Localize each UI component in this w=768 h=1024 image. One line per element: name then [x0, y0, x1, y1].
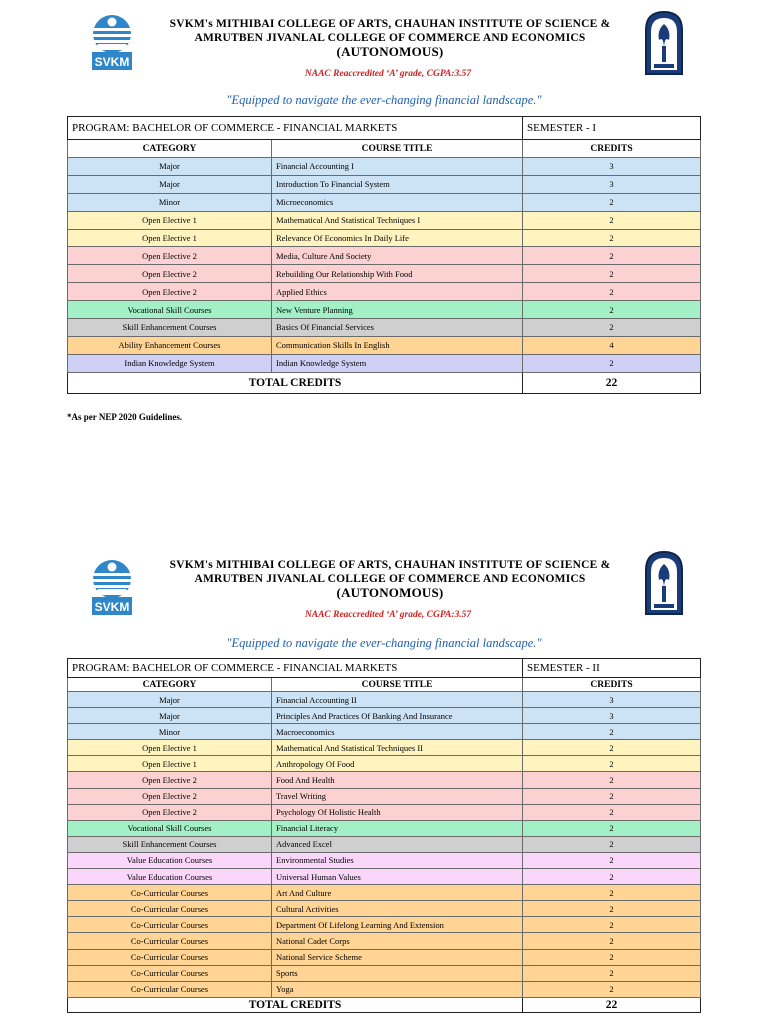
course-credits: 2: [523, 788, 701, 804]
semester-label: SEMESTER - I: [523, 117, 701, 140]
course-credits: 2: [523, 319, 701, 337]
naac-text: NAAC Reaccredited ‘A’ grade, CGPA:3.57: [304, 610, 472, 620]
semester-1-table: [67, 116, 701, 394]
course-credits: 2: [523, 917, 701, 933]
course-category: Open Elective 2: [68, 804, 272, 820]
total-row: [68, 372, 701, 393]
course-row: [68, 319, 701, 337]
column-header-credits: CREDITS: [523, 678, 701, 692]
course-title: Applied Ethics: [272, 283, 523, 301]
college-line-1: SVKM's MITHIBAI COLLEGE OF ARTS, CHAUHAN INSTITUTE OF SCIENCE &: [169, 18, 611, 30]
total-label: TOTAL CREDITS: [68, 997, 523, 1012]
course-category: Co-Curricular Courses: [68, 949, 272, 965]
course-title: Art And Culture: [272, 885, 523, 901]
course-credits: 2: [523, 965, 701, 981]
college-name: [140, 17, 640, 59]
college-crest-icon: [643, 550, 685, 616]
course-credits: 2: [523, 772, 701, 788]
course-title: Yoga: [272, 981, 523, 997]
svkm-logo-icon: [82, 12, 142, 72]
total-label: TOTAL CREDITS: [68, 372, 523, 393]
course-category: Co-Curricular Courses: [68, 885, 272, 901]
svkm-logo-icon: [82, 557, 142, 617]
course-category: Co-Curricular Courses: [68, 933, 272, 949]
course-row: [68, 885, 701, 901]
course-row: [68, 211, 701, 229]
course-row: [68, 724, 701, 740]
course-row: [68, 756, 701, 772]
course-credits: 2: [523, 820, 701, 836]
college-line-2: AMRUTBEN JIVANLAL COLLEGE OF COMMERCE AND ECONOMICS: [194, 573, 586, 585]
course-category: Minor: [68, 724, 272, 740]
course-row: [68, 917, 701, 933]
course-credits: 2: [523, 724, 701, 740]
college-line-3: (AUTONOMOUS): [336, 585, 444, 600]
course-category: Vocational Skill Courses: [68, 301, 272, 319]
course-credits: 3: [523, 708, 701, 724]
course-row: [68, 820, 701, 836]
course-credits: 2: [523, 265, 701, 283]
column-header-course: COURSE TITLE: [272, 678, 523, 692]
course-title: Advanced Excel: [272, 836, 523, 852]
column-header-category: CATEGORY: [68, 678, 272, 692]
course-title: Indian Knowledge System: [272, 354, 523, 372]
semester-2-rows: [68, 692, 701, 998]
nep-note: *As per NEP 2020 Guidelines.: [67, 412, 183, 422]
tagline: "Equipped to navigate the ever-changing financial landscape.": [226, 636, 542, 650]
semester-label: SEMESTER - II: [523, 659, 701, 678]
course-credits: 2: [523, 885, 701, 901]
course-row: [68, 788, 701, 804]
semester-2-table: [67, 658, 701, 1013]
course-credits: 2: [523, 354, 701, 372]
course-category: Value Education Courses: [68, 852, 272, 868]
course-credits: 2: [523, 247, 701, 265]
course-row: [68, 708, 701, 724]
course-title: Financial Literacy: [272, 820, 523, 836]
program-title: PROGRAM: BACHELOR OF COMMERCE - FINANCIAL MARKETS: [68, 117, 523, 140]
course-credits: 2: [523, 901, 701, 917]
course-credits: 2: [523, 193, 701, 211]
course-title: Mathematical And Statistical Techniques II: [272, 740, 523, 756]
course-title: Relevance Of Economics In Daily Life: [272, 229, 523, 247]
course-row: [68, 740, 701, 756]
logo-text: SVKM: [94, 55, 130, 69]
course-credits: 3: [523, 692, 701, 708]
course-category: Open Elective 2: [68, 772, 272, 788]
course-credits: 3: [523, 158, 701, 176]
semester-1-rows: [68, 158, 701, 373]
course-title: Environmental Studies: [272, 852, 523, 868]
program-row: [68, 117, 701, 140]
course-title: New Venture Planning: [272, 301, 523, 319]
course-row: [68, 869, 701, 885]
course-title: Introduction To Financial System: [272, 175, 523, 193]
college-name: [140, 558, 640, 600]
course-category: Co-Curricular Courses: [68, 981, 272, 997]
course-row: [68, 265, 701, 283]
course-row: [68, 852, 701, 868]
column-header-category: CATEGORY: [68, 140, 272, 158]
course-category: Open Elective 1: [68, 756, 272, 772]
program-title: PROGRAM: BACHELOR OF COMMERCE - FINANCIAL MARKETS: [68, 659, 523, 678]
course-row: [68, 247, 701, 265]
course-row: [68, 229, 701, 247]
course-credits: 2: [523, 981, 701, 997]
course-title: Universal Human Values: [272, 869, 523, 885]
total-value: 22: [523, 997, 701, 1012]
column-header-row: [68, 678, 701, 692]
course-title: Anthropology Of Food: [272, 756, 523, 772]
program-row: [68, 659, 701, 678]
course-category: Vocational Skill Courses: [68, 820, 272, 836]
course-row: [68, 175, 701, 193]
course-category: Open Elective 2: [68, 247, 272, 265]
course-title: National Service Scheme: [272, 949, 523, 965]
college-line-2: AMRUTBEN JIVANLAL COLLEGE OF COMMERCE AND ECONOMICS: [194, 32, 586, 44]
course-title: Rebuilding Our Relationship With Food: [272, 265, 523, 283]
course-credits: 2: [523, 229, 701, 247]
course-row: [68, 901, 701, 917]
course-row: [68, 804, 701, 820]
course-title: Department Of Lifelong Learning And Extension: [272, 917, 523, 933]
tagline: "Equipped to navigate the ever-changing financial landscape.": [226, 93, 542, 107]
course-title: Sports: [272, 965, 523, 981]
course-credits: 2: [523, 804, 701, 820]
course-row: [68, 283, 701, 301]
course-category: Co-Curricular Courses: [68, 901, 272, 917]
course-category: Minor: [68, 193, 272, 211]
college-line-1: SVKM's MITHIBAI COLLEGE OF ARTS, CHAUHAN INSTITUTE OF SCIENCE &: [169, 559, 611, 571]
course-category: Major: [68, 708, 272, 724]
course-title: Communication Skills In English: [272, 336, 523, 354]
course-category: Open Elective 1: [68, 740, 272, 756]
course-title: Microeconomics: [272, 193, 523, 211]
course-credits: 2: [523, 933, 701, 949]
course-category: Indian Knowledge System: [68, 354, 272, 372]
column-header-course: COURSE TITLE: [272, 140, 523, 158]
course-title: Financial Accounting I: [272, 158, 523, 176]
course-category: Open Elective 1: [68, 229, 272, 247]
course-row: [68, 949, 701, 965]
course-credits: 4: [523, 336, 701, 354]
course-credits: 3: [523, 175, 701, 193]
course-row: [68, 193, 701, 211]
course-category: Open Elective 1: [68, 211, 272, 229]
course-category: Major: [68, 692, 272, 708]
course-credits: 2: [523, 283, 701, 301]
course-title: Principles And Practices Of Banking And Insurance: [272, 708, 523, 724]
course-title: Cultural Activities: [272, 901, 523, 917]
column-header-credits: CREDITS: [523, 140, 701, 158]
course-row: [68, 981, 701, 997]
course-category: Co-Curricular Courses: [68, 917, 272, 933]
logo-text: SVKM: [94, 600, 130, 614]
course-category: Skill Enhancement Courses: [68, 319, 272, 337]
naac-text: NAAC Reaccredited ‘A’ grade, CGPA:3.57: [304, 69, 472, 79]
course-title: Financial Accounting II: [272, 692, 523, 708]
course-category: Skill Enhancement Courses: [68, 836, 272, 852]
course-credits: 2: [523, 740, 701, 756]
course-category: Value Education Courses: [68, 869, 272, 885]
course-credits: 2: [523, 756, 701, 772]
course-category: Open Elective 2: [68, 283, 272, 301]
column-header-row: [68, 140, 701, 158]
course-category: Ability Enhancement Courses: [68, 336, 272, 354]
college-line-3: (AUTONOMOUS): [336, 44, 444, 59]
course-title: Mathematical And Statistical Techniques I: [272, 211, 523, 229]
course-title: Basics Of Financial Services: [272, 319, 523, 337]
course-title: Macroeconomics: [272, 724, 523, 740]
course-title: Psychology Of Holistic Health: [272, 804, 523, 820]
course-credits: 2: [523, 852, 701, 868]
total-row: [68, 997, 701, 1012]
course-row: [68, 354, 701, 372]
course-credits: 2: [523, 869, 701, 885]
course-row: [68, 336, 701, 354]
course-title: Media, Culture And Society: [272, 247, 523, 265]
course-category: Major: [68, 158, 272, 176]
course-credits: 2: [523, 949, 701, 965]
course-row: [68, 772, 701, 788]
course-title: Travel Writing: [272, 788, 523, 804]
course-title: National Cadet Corps: [272, 933, 523, 949]
course-category: Open Elective 2: [68, 788, 272, 804]
total-value: 22: [523, 372, 701, 393]
course-row: [68, 301, 701, 319]
course-category: Open Elective 2: [68, 265, 272, 283]
course-category: Co-Curricular Courses: [68, 965, 272, 981]
college-crest-icon: [643, 10, 685, 76]
course-credits: 2: [523, 301, 701, 319]
course-category: Major: [68, 175, 272, 193]
course-row: [68, 933, 701, 949]
course-row: [68, 836, 701, 852]
course-credits: 2: [523, 211, 701, 229]
course-row: [68, 965, 701, 981]
course-row: [68, 692, 701, 708]
course-row: [68, 158, 701, 176]
course-credits: 2: [523, 836, 701, 852]
course-title: Food And Health: [272, 772, 523, 788]
